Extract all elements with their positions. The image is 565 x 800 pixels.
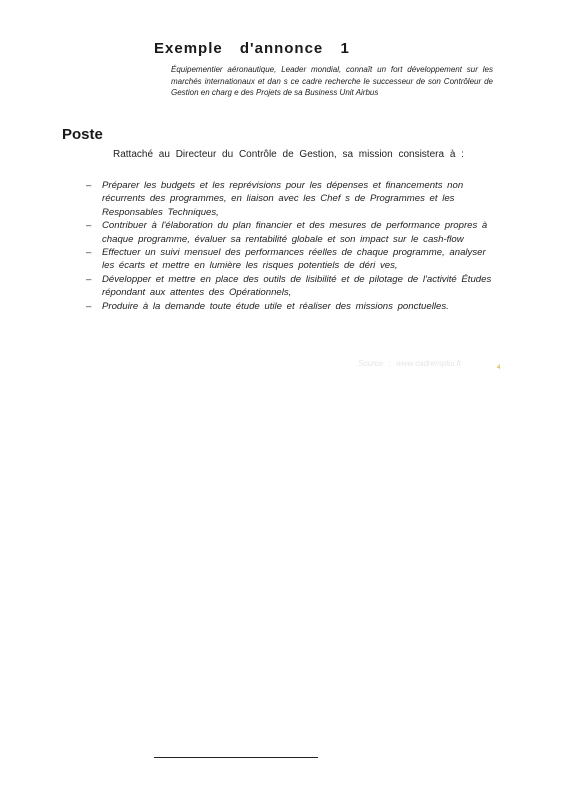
list-item — [86, 273, 496, 300]
list-item — [86, 219, 496, 246]
bullet-dash: – — [86, 220, 92, 232]
list-item — [86, 179, 496, 219]
bullet-dash: – — [86, 180, 92, 191]
bullet-dash: – — [86, 273, 92, 285]
bullet-dash: – — [86, 300, 92, 312]
list-item — [86, 300, 496, 313]
list-item-text: Effectuer un suivi mensuel des performances réelles de chaque programme, analyser les écarts et mettre en lumière les risques potentiels de déri ves, — [102, 247, 486, 272]
list-item-text: Préparer les budgets et les reprévisions pour les dépenses et financements non récurrents des programmes, en liaison avec les Chef s de Programmes et les Responsables Techniques, — [102, 180, 464, 218]
job-intro: Équipementier aéronautique, Leader mondial, connaît un fort développement sur les marchés internationaux et dan s ce cadre recherche le successeur de son Contrôleur de Gestion en charg e des Projets de sa Business Unit Airbus — [171, 65, 493, 97]
list-item-text: Développer et mettre en place des outils de lisibilité et de pilotage de l'activité Études répondant aux attentes des Opérationnels, — [102, 273, 492, 299]
page-title: Exemple d'annonce 1 — [154, 40, 350, 57]
page-number: 4 — [497, 365, 501, 371]
mission-lead: Rattaché au Directeur du Contrôle de Gestion, sa mission consistera à : — [113, 149, 464, 160]
list-item-text: Produire à la demande toute étude utile et réaliser des missions ponctuelles. — [102, 300, 449, 312]
list-item — [86, 246, 496, 273]
section-title-poste: Poste — [62, 126, 103, 143]
mission-list — [86, 179, 496, 313]
footnote-divider — [154, 757, 318, 758]
list-item-text: Contribuer à l'élaboration du plan financier et des mesures de performance propres à chaque programme, évaluer sa rentabilité globale et son impact sur le cash-flow — [102, 220, 488, 245]
bullet-dash: – — [86, 247, 92, 259]
source-credit: Source : www.cadremploi.fr — [358, 359, 462, 368]
